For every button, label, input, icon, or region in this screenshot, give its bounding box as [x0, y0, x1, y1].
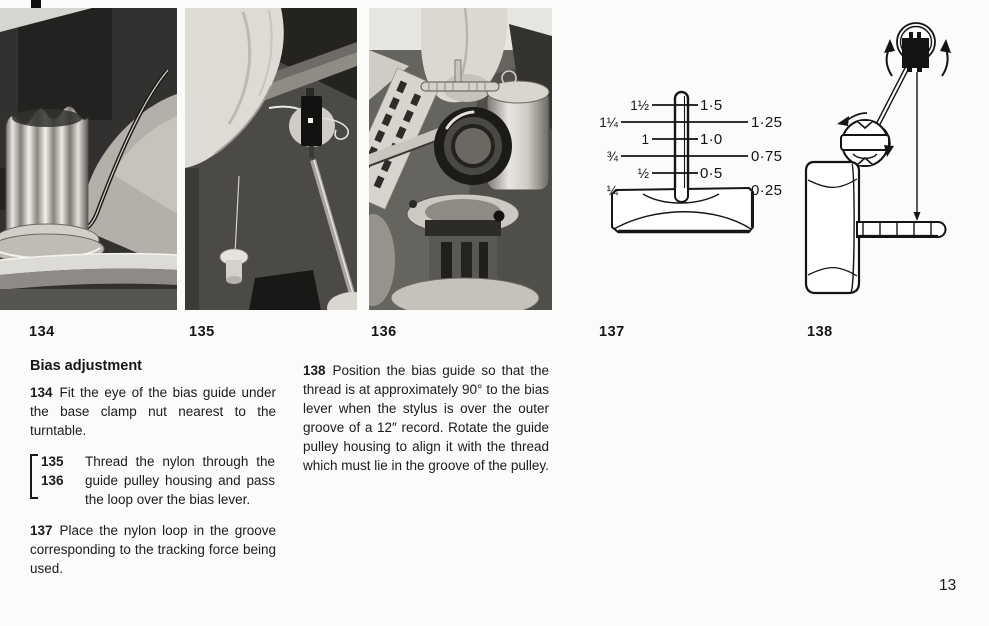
scale-dec-1: 1·25 [751, 114, 783, 131]
nylon-loop-ring [897, 23, 935, 72]
scale-frac-0: 1½ [630, 98, 649, 113]
vertical-thread [914, 72, 921, 221]
para-135-136-body: Thread the nylon through the guide pulley housing and pass the loop over the bias lever. [85, 454, 275, 507]
scale-dec-5: 0·25 [751, 182, 783, 199]
scale-frac-1: 1¼ [599, 115, 618, 130]
para-137-number: 137 [30, 523, 53, 538]
scale-frac-2: 1 [641, 132, 649, 147]
platter-edge [806, 162, 859, 293]
para-138-number: 138 [303, 363, 326, 378]
para-137: 137 Place the nylon loop in the groove corresponding to the tracking force being used. [30, 523, 276, 576]
text-column-right [303, 361, 549, 487]
bias-lever [857, 222, 946, 237]
scale-dec-3: 0·75 [751, 148, 783, 165]
gimbal-ring [439, 112, 507, 180]
scale-dec-0: 1·5 [700, 97, 723, 114]
page-number: 13 [939, 577, 957, 594]
scale-frac-4: ½ [637, 166, 649, 181]
photo-134-bias-guide-under-clamp-nut [0, 8, 177, 310]
scale-dec-2: 1·0 [700, 131, 723, 148]
para-134: 134 Fit the eye of the bias guide under the base clamp nut nearest to the turntable. [30, 385, 276, 438]
figure-caption-137: 137 [599, 324, 625, 340]
base-block [612, 188, 753, 232]
scale-frac-5: ¼ [606, 183, 618, 198]
figure-caption-138: 138 [807, 324, 833, 340]
clamp-nut [0, 107, 104, 265]
scan-registration-mark [31, 0, 41, 8]
para-134-number: 134 [30, 385, 53, 400]
bracket-135-136 [30, 454, 38, 499]
clamp-nut-knob [841, 120, 889, 166]
figure-caption-136: 136 [371, 324, 397, 340]
text-column-left [30, 358, 276, 590]
photo-136-tonearm-pivot [369, 8, 552, 310]
bias-guide-alignment-diagram [795, 12, 970, 302]
bias-lever-rod [675, 92, 688, 204]
para-138: 138 Position the bias guide so that the thread is at approximately 90° to the bias lever when the stylus is over the outer groove of a 12″ record. Rotate the guide pulley housing to align it with the thread which must lie in the groove of the pulley. [303, 363, 549, 473]
figure-caption-135: 135 [189, 324, 215, 340]
section-heading: Bias adjustment [30, 358, 142, 374]
tracking-force-scale-diagram [585, 84, 800, 239]
para-135-136-numbers: 135 136 [41, 454, 64, 488]
photo-135-threading-nylon [185, 8, 357, 310]
scale-dec-4: 0·5 [700, 165, 723, 182]
scale-frac-3: ¾ [606, 149, 618, 164]
para-135-136 [30, 452, 276, 509]
figure-caption-134: 134 [29, 324, 55, 340]
